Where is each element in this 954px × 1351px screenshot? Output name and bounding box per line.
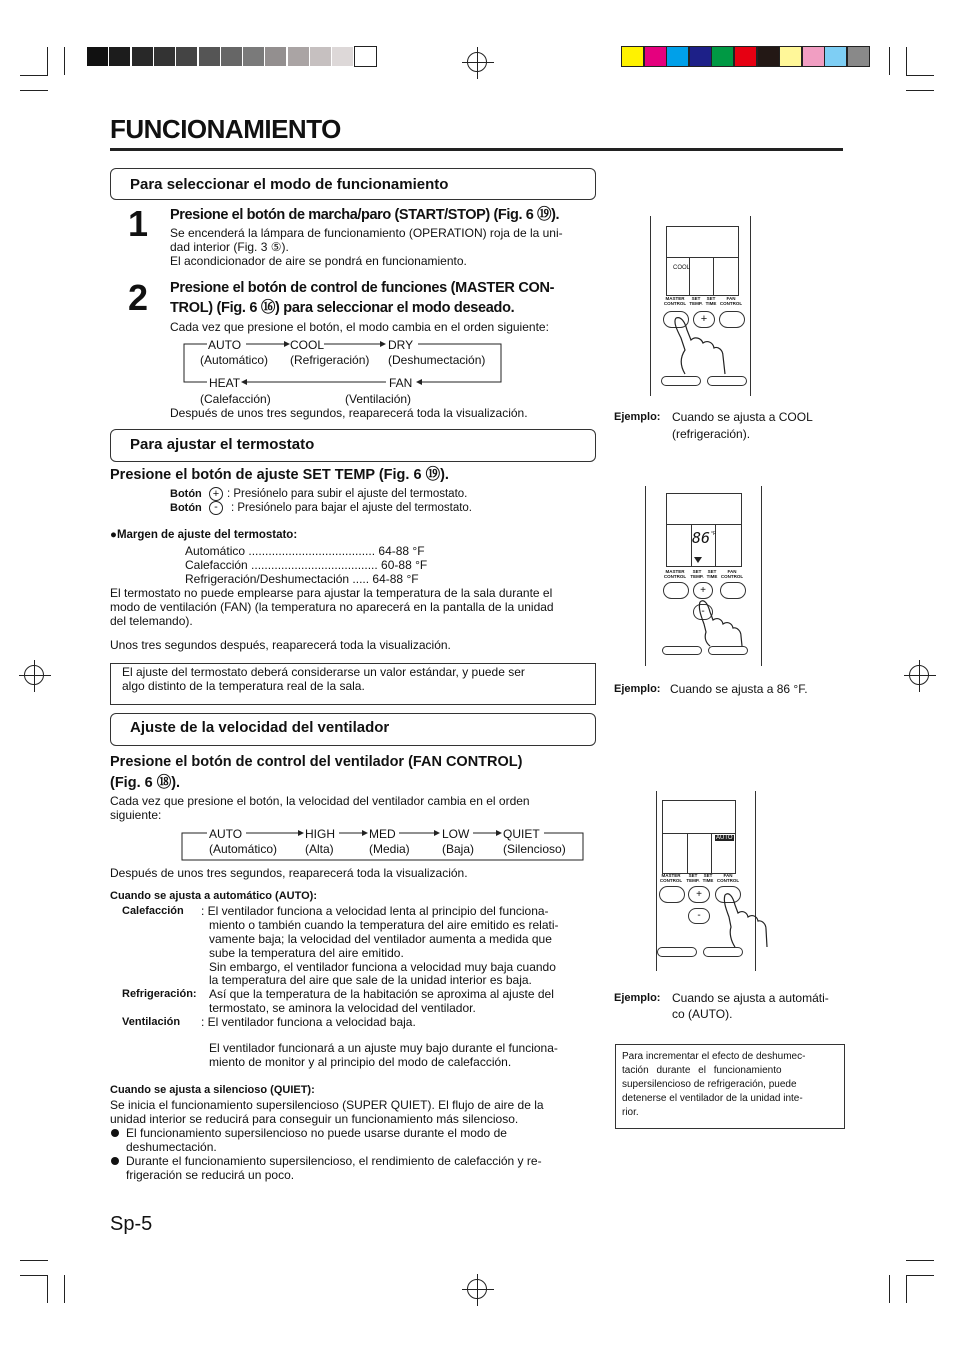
title-rule [110,148,843,151]
gray-swatch [221,47,242,66]
gray-swatch [132,47,153,66]
color-swatch [758,47,779,66]
speed-label: LOW [442,827,470,841]
caption-text: Cuando se ajusta a automáti- [672,991,829,1005]
gray-swatch [243,47,264,66]
mode-label: AUTO [208,338,242,352]
section-title: Para seleccionar el modo de funcionamiento [130,176,449,193]
registration-mark [467,1279,487,1299]
remote-control-figure [656,791,756,971]
master-control-button[interactable] [663,582,689,599]
color-swatch [825,47,846,66]
range-row: Automático ...................................... 64-88 °F [185,544,425,558]
remote-display [662,800,736,874]
hand-pointer-icon [673,316,733,381]
crop-mark [64,47,65,75]
paragraph: : El ventilador funciona a velocidad baja. [201,1015,416,1029]
gray-swatch [310,47,331,66]
gray-swatch [154,47,175,66]
paragraph: unidad interior se reducirá para conseguir un funcionamiento más silencioso. [110,1112,519,1126]
mode-label: (Calefacción) [200,392,271,406]
color-swatch [780,47,801,66]
step-heading: Presione el botón de marcha/paro (START/STOP) (Fig. 6 ⑲). [170,207,560,223]
hand-pointer-icon [698,598,748,648]
paragraph: El ventilador funcionará a un ajuste muy bajo durante el funciona- [209,1041,558,1055]
side-note-text: rior. [622,1107,639,1118]
remote-display [666,493,742,567]
mode-label: DRY [388,338,414,352]
crop-mark [906,1275,907,1303]
speed-label: (Automático) [209,842,278,856]
gray-swatch [332,47,353,66]
hand-pointer-icon [723,891,771,951]
mode-label: HEAT [209,376,241,390]
gray-swatch [87,47,108,66]
gray-swatch [265,47,286,66]
step-number: 1 [128,203,149,244]
bullet-text: El funcionamiento supersilencioso no puede usarse durante el modo de [126,1126,507,1140]
section-heading: (Fig. 6 ⑱). [110,775,181,791]
range-row: Calefacción ...................................... 60-88 °F [185,558,428,572]
paragraph: Después de unos tres segundos, reaparecerá toda la visualización. [110,866,468,880]
section-heading: Presione el botón de control del ventilador (FAN CONTROL) [110,754,523,770]
caption-label: Ejemplo: [614,992,661,1004]
crop-mark [889,1275,890,1303]
remote-label: FAN CONTROL [719,296,743,306]
remote-label: SET TIME [702,873,714,883]
crop-mark [906,1260,934,1261]
mode-label: (Automático) [200,353,269,367]
step-number: 2 [128,277,149,318]
page-title: FUNCIONAMIENTO [110,114,341,144]
caption-text: Cuando se ajusta a COOL [672,410,813,424]
crop-mark [889,47,890,75]
label: Botón [170,502,202,514]
gray-swatch [176,47,197,66]
bullet-icon [111,1157,119,1165]
range-title: ●Margen de ajuste del termostato: [110,529,298,541]
page-number: Sp-5 [110,1213,153,1235]
step-heading: Presione el botón de control de funciones (MASTER CON- [170,280,555,296]
side-note-text: Para incrementar el efecto de deshumec- [622,1051,806,1062]
color-swatch [848,47,869,66]
plus-button[interactable]: + [693,311,715,328]
note-text: algo distinto de la temperatura real de la sala. [122,679,365,693]
step-text: El acondicionador de aire se pondrá en funcionamiento. [170,254,467,268]
caption-label: Ejemplo: [614,411,661,423]
paragraph: vamente baja; la velocidad del ventilador aumenta a medida que [209,932,552,946]
speed-label: (Baja) [442,842,475,856]
paragraph: miento de monitor y al principio del modo de calefacción. [209,1055,512,1069]
text: : Presiónelo para subir el ajuste del termostato. [227,488,468,500]
remote-label: MASTER CONTROL [663,569,687,579]
color-swatch [622,47,643,66]
gray-swatch [355,47,376,66]
paragraph: : El ventilador funciona a velocidad lenta al principio del funciona- [201,904,549,918]
section-heading: Presione el botón de ajuste SET TEMP (Fig. 6 ⑲). [110,467,449,483]
crop-mark [47,1275,48,1303]
crop-mark [906,47,907,75]
step-heading: TROL) (Fig. 6 ⑯) para seleccionar el modo deseado. [170,300,515,316]
color-swatch [735,47,756,66]
step-text: Después de unos tres segundos, reaparecerá toda la visualización. [170,406,528,420]
section-title: Ajuste de la velocidad del ventilador [130,719,390,736]
crop-mark [47,47,48,75]
subheading: Cuando se ajusta a silencioso (QUIET): [110,1084,315,1096]
remote-label: MASTER CONTROL [663,296,687,306]
bullet-text: Durante el funcionamiento supersilencioso, el rendimiento de calefacción y re- [126,1154,542,1168]
lcd-unit: °F [711,531,717,537]
gray-swatch [288,47,309,66]
remote-control-figure [650,216,751,396]
mode-label: FAN [389,376,413,390]
lcd-auto-text: AUTO [716,835,733,841]
gray-swatch [109,47,130,66]
speed-label: QUIET [503,827,540,841]
speed-label: (Media) [369,842,410,856]
label: Ventilación [122,1016,181,1028]
paragraph: Unos tres segundos después, reaparecerá toda la visualización. [110,638,451,652]
side-note-text: detenerse el ventilador de la unidad inte- [622,1093,803,1104]
caption-text: (refrigeración). [672,427,751,441]
minus-button-icon: - [209,501,223,515]
paragraph: sube la temperatura del aire emitido. [209,946,404,960]
paragraph: miento o también cuando la temperatura del aire emitido es relati- [209,918,559,932]
remote-control-figure [645,486,762,666]
mode-label: (Refrigeración) [290,353,370,367]
text: : Presiónelo para bajar el ajuste del termostato. [231,502,472,514]
plus-button[interactable]: + [688,886,710,903]
crop-mark [20,1260,48,1261]
section-title: Para ajustar el termostato [130,436,315,453]
note-text: El ajuste del termostato deberá considerarse un valor estándar, y puede ser [122,665,525,679]
color-swatch [667,47,688,66]
bullet-text: frigeración se reducirá un poco. [126,1168,295,1182]
step-text: Se encenderá la lámpara de funcionamiento (OPERATION) roja de la uni- [170,226,563,240]
color-swatch [645,47,666,66]
crop-mark [20,75,48,76]
crop-mark [64,1275,65,1303]
crop-mark [20,1275,48,1276]
paragraph: Se inicia el funcionamiento supersilencioso (SUPER QUIET). El flujo de aire de la [110,1098,544,1112]
label: Calefacción [122,905,184,917]
lcd-cool-text: COOL [673,265,691,271]
subheading: Cuando se ajusta a automático (AUTO): [110,890,317,902]
color-swatch [690,47,711,66]
bullet-text: deshumectación. [126,1140,217,1154]
step-text: Cada vez que presione el botón, el modo cambia en el orden siguiente: [170,320,549,334]
speed-label: (Alta) [305,842,334,856]
mode-label: COOL [290,338,325,352]
paragraph: modo de ventilación (FAN) (la temperatura no aparecerá en la pantalla de la unidad [110,600,554,614]
registration-mark [24,665,44,685]
remote-label: SET TEMP. [689,296,703,306]
speed-label: MED [369,827,396,841]
mode-label: (Deshumectación) [388,353,486,367]
caption-text: co (AUTO). [672,1007,733,1021]
lcd-temperature: 86 [692,529,711,547]
remote-label: MASTER CONTROL [659,873,683,883]
speed-label: (Silencioso) [503,842,566,856]
crop-mark [906,1275,934,1276]
paragraph: Cada vez que presione el botón, la velocidad del ventilador cambia en el orden [110,794,530,808]
registration-mark [909,665,929,685]
paragraph: siguiente: [110,808,162,822]
speed-label: AUTO [209,827,243,841]
color-swatch [712,47,733,66]
label: Refrigeración: [122,988,197,1000]
caption-label: Ejemplo: [614,683,661,695]
remote-label: FAN CONTROL [720,569,744,579]
minus-button[interactable]: - [693,604,713,620]
bullet-icon [111,1129,119,1137]
remote-label: SET TIME [705,296,717,306]
plus-button-icon: + [209,487,223,501]
paragraph: termostato, se aminora la velocidad del ventilador. [209,1001,476,1015]
caption-text: Cuando se ajusta a 86 °F. [670,682,808,696]
master-control-button[interactable] [659,886,685,903]
paragraph: Así que la temperatura de la habitación se aproxima al ajuste del [209,987,554,1001]
crop-mark [906,90,934,91]
paragraph: la temperatura del aire que sale de la unidad interior es baja. [209,973,532,987]
remote-button[interactable] [662,646,702,655]
color-swatch [803,47,824,66]
step-text: dad interior (Fig. 3 ⑤). [170,240,289,254]
gray-swatch [199,47,220,66]
mode-label: (Ventilación) [345,392,412,406]
remote-button[interactable] [657,947,697,957]
minus-button[interactable]: - [688,908,710,924]
registration-mark [467,52,487,72]
remote-label: SET TEMP. [686,873,700,883]
crop-mark [20,90,48,91]
paragraph: del telemando). [110,614,193,628]
speed-label: HIGH [305,827,335,841]
side-note-text: tación durante el funcionamiento [622,1065,782,1076]
range-row: Refrigeración/Deshumectación ..... 64-88 °F [185,572,419,586]
remote-label: FAN CONTROL [716,873,740,883]
remote-display [666,226,739,296]
label: Botón [170,488,202,500]
remote-label: SET TIME [706,569,718,579]
side-note-text: supersilencioso de refrigeración, puede [622,1079,797,1090]
fan-control-button[interactable] [720,582,746,599]
remote-label: SET TEMP. [690,569,704,579]
down-triangle-icon [694,557,702,563]
plus-button[interactable]: + [693,582,713,599]
paragraph: El termostato no puede emplearse para ajustar la temperatura de la sala durante el [110,586,553,600]
paragraph: Sin embargo, el ventilador funciona a velocidad muy baja cuando [209,960,556,974]
crop-mark [906,75,934,76]
